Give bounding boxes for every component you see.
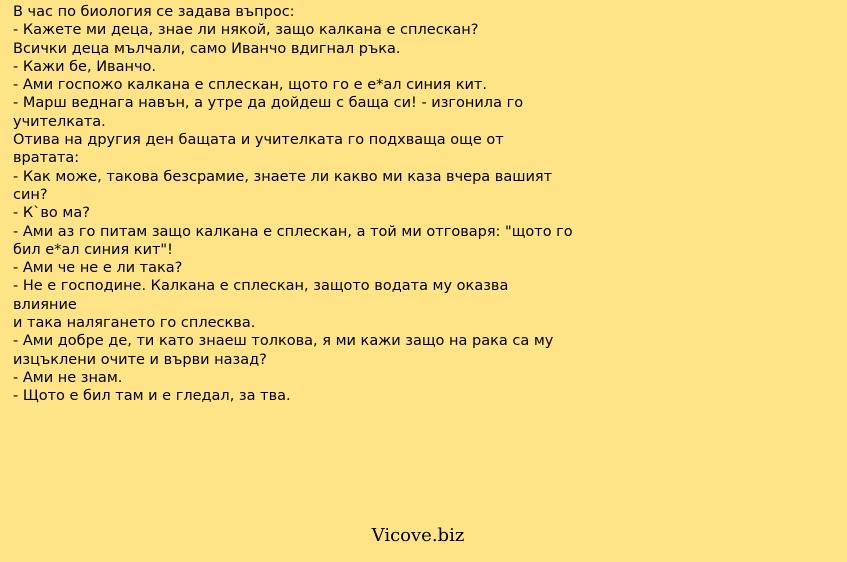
site-watermark: Vicove.biz [371,525,465,546]
joke-line: Всички деца мълчали, само Иванчо вдигнал ръка. [13,40,401,57]
joke-line: - Ами добре де, ти като знаеш толкова, я ми кажи защо на рака са му изцъклени очите и върви назад? [13,333,554,368]
joke-line: - Ами аз го питам защо калкана е сплескан, а той ми отговаря: "щото го бил е*ал синия кит"! [13,223,573,258]
joke-line: - К`во ма? [13,205,90,222]
joke-line: В час по биология се задава въпрос: [13,4,295,20]
joke-line: - Ами не знам. [13,369,123,386]
joke-line: - Не е господине. Калкана е сплескан, защото водата му оказва влияние [13,278,509,313]
joke-line: - Как може, такова безсрамие, знаете ли какво ми каза вчера вашият син? [13,168,553,203]
joke-line: и така налягането го сплесква. [13,315,256,332]
joke-line: - Кажете ми деца, знае ли някой, защо калкана е сплескан? [13,22,479,39]
joke-line: - Ами госпожо калкана е сплескан, щото го е е*ал синия кит. [13,77,487,94]
joke-line: - Кажи бе, Иванчо. [13,58,157,75]
joke-line: - Щото е бил там и е гледал, за тва. [13,388,291,405]
joke-line: Отива на другия ден бащата и учителката го подхваща още от вратата: [13,132,504,167]
joke-line: - Марш веднага навън, а утре да дойдеш с баща си! - изгонила го учителката. [13,95,524,130]
joke-line: - Ами че не е ли така? [13,260,183,277]
joke-text [13,3,573,406]
